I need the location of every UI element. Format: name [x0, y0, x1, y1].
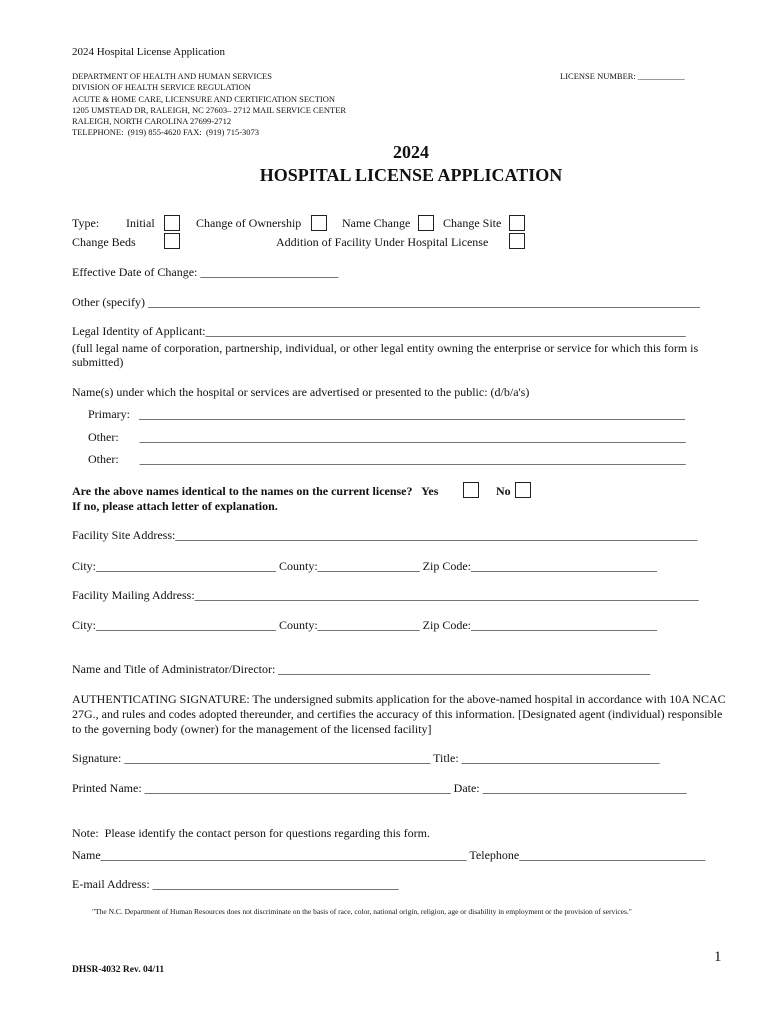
- other-specify-field[interactable]: Other (specify) ____________________________________________________________________________________________: [72, 295, 700, 309]
- mailing-city-county-zip[interactable]: City:______________________________ County:_________________ Zip Code:_______________________________: [72, 618, 658, 632]
- identical-names-question: Are the above names identical to the names on the current license? Yes: [72, 484, 439, 498]
- document-header-title: 2024 Hospital License Application: [72, 46, 226, 58]
- mailing-address-field[interactable]: Facility Mailing Address:____________________________________________________________________________________: [72, 588, 699, 602]
- change-ownership-checkbox[interactable]: [311, 215, 327, 231]
- contact-note: Note: Please identify the contact person for questions regarding this form.: [72, 826, 430, 840]
- license-number[interactable]: LICENSE NUMBER: ___________: [560, 71, 685, 81]
- type-label: Type:: [72, 216, 100, 230]
- change-site-label: Change Site: [443, 216, 502, 230]
- change-ownership-label: Change of Ownership: [196, 216, 302, 230]
- names-advertised-label: Name(s) under which the hospital or services are advertised or presented to the public: (d/b/a's): [72, 385, 530, 399]
- change-beds-checkbox[interactable]: [164, 233, 180, 249]
- addition-facility-checkbox[interactable]: [509, 233, 525, 249]
- dept-line-2: DIVISION OF HEALTH SERVICE REGULATION: [72, 82, 251, 92]
- no-label: No: [496, 484, 511, 498]
- dept-line-5: RALEIGH, NORTH CAROLINA 27699-2712: [72, 116, 232, 126]
- initial-checkbox[interactable]: [164, 215, 180, 231]
- administrator-field[interactable]: Name and Title of Administrator/Director: ______________________________________________________________: [72, 662, 651, 676]
- name-change-label: Name Change: [342, 216, 411, 230]
- page-title: HOSPITAL LICENSE APPLICATION: [259, 165, 563, 185]
- effective-date-field[interactable]: Effective Date of Change: _______________________: [72, 265, 339, 279]
- nondiscrimination-statement: "The N.C. Department of Human Resources does not discriminate on the basis of race, color, national origin, religion, age or disability in employment or the provision of services.": [92, 907, 632, 916]
- change-site-checkbox[interactable]: [509, 215, 525, 231]
- dept-line-3: ACUTE & HOME CARE, LICENSURE AND CERTIFICATION SECTION: [72, 94, 335, 104]
- email-field[interactable]: E-mail Address: _________________________________________: [72, 877, 399, 891]
- change-beds-label: Change Beds: [72, 235, 136, 249]
- legal-identity-field[interactable]: Legal Identity of Applicant:________________________________________________________________________________: [72, 324, 686, 338]
- printed-name-date-field[interactable]: Printed Name: ___________________________________________________ Date: __________________________________: [72, 781, 687, 795]
- attach-letter-note: If no, please attach letter of explanation.: [72, 499, 278, 513]
- site-address-field[interactable]: Facility Site Address:_______________________________________________________________________________________: [72, 528, 698, 542]
- authenticating-signature-text: AUTHENTICATING SIGNATURE: The undersigned submits application for the above-named hospital in accordance with 10A NCAC 27G., and rules and codes adopted thereunder, and certifies the accuracy of this information. [Designated agent (individual) responsible to the governing body (owner) for the management of the licensed facility]: [72, 692, 726, 736]
- other-name-field-2[interactable]: Other: ___________________________________________________________________________________________: [88, 452, 686, 466]
- title-year: 2024: [393, 142, 429, 162]
- site-city-county-zip[interactable]: City:______________________________ County:_________________ Zip Code:_______________________________: [72, 559, 658, 573]
- dept-line-4: 1205 UMSTEAD DR, RALEIGH, NC 27603– 2712 MAIL SERVICE CENTER: [72, 105, 347, 115]
- page-number: 1: [714, 949, 722, 965]
- initial-label: Initial: [126, 216, 155, 230]
- legal-identity-note: (full legal name of corporation, partnership, individual, or other legal entity owning the enterprise or service for which this form is submitted): [72, 341, 699, 369]
- name-change-checkbox[interactable]: [418, 215, 434, 231]
- primary-name-field[interactable]: Primary: ___________________________________________________________________________________________: [88, 407, 685, 421]
- yes-checkbox[interactable]: [463, 482, 479, 498]
- signature-title-field[interactable]: Signature: ___________________________________________________ Title: _________________________________: [72, 751, 660, 765]
- dept-line-1: DEPARTMENT OF HEALTH AND HUMAN SERVICES: [72, 71, 272, 81]
- other-name-field-1[interactable]: Other: ___________________________________________________________________________________________: [88, 430, 686, 444]
- dept-line-6: TELEPHONE: (919) 855-4620 FAX: (919) 715-3073: [72, 127, 260, 137]
- contact-name-telephone-field[interactable]: Name_____________________________________________________________ Telephone_______________________________: [72, 848, 706, 862]
- addition-facility-label: Addition of Facility Under Hospital License: [276, 235, 489, 249]
- no-checkbox[interactable]: [515, 482, 531, 498]
- form-id: DHSR-4032 Rev. 04/11: [72, 965, 165, 975]
